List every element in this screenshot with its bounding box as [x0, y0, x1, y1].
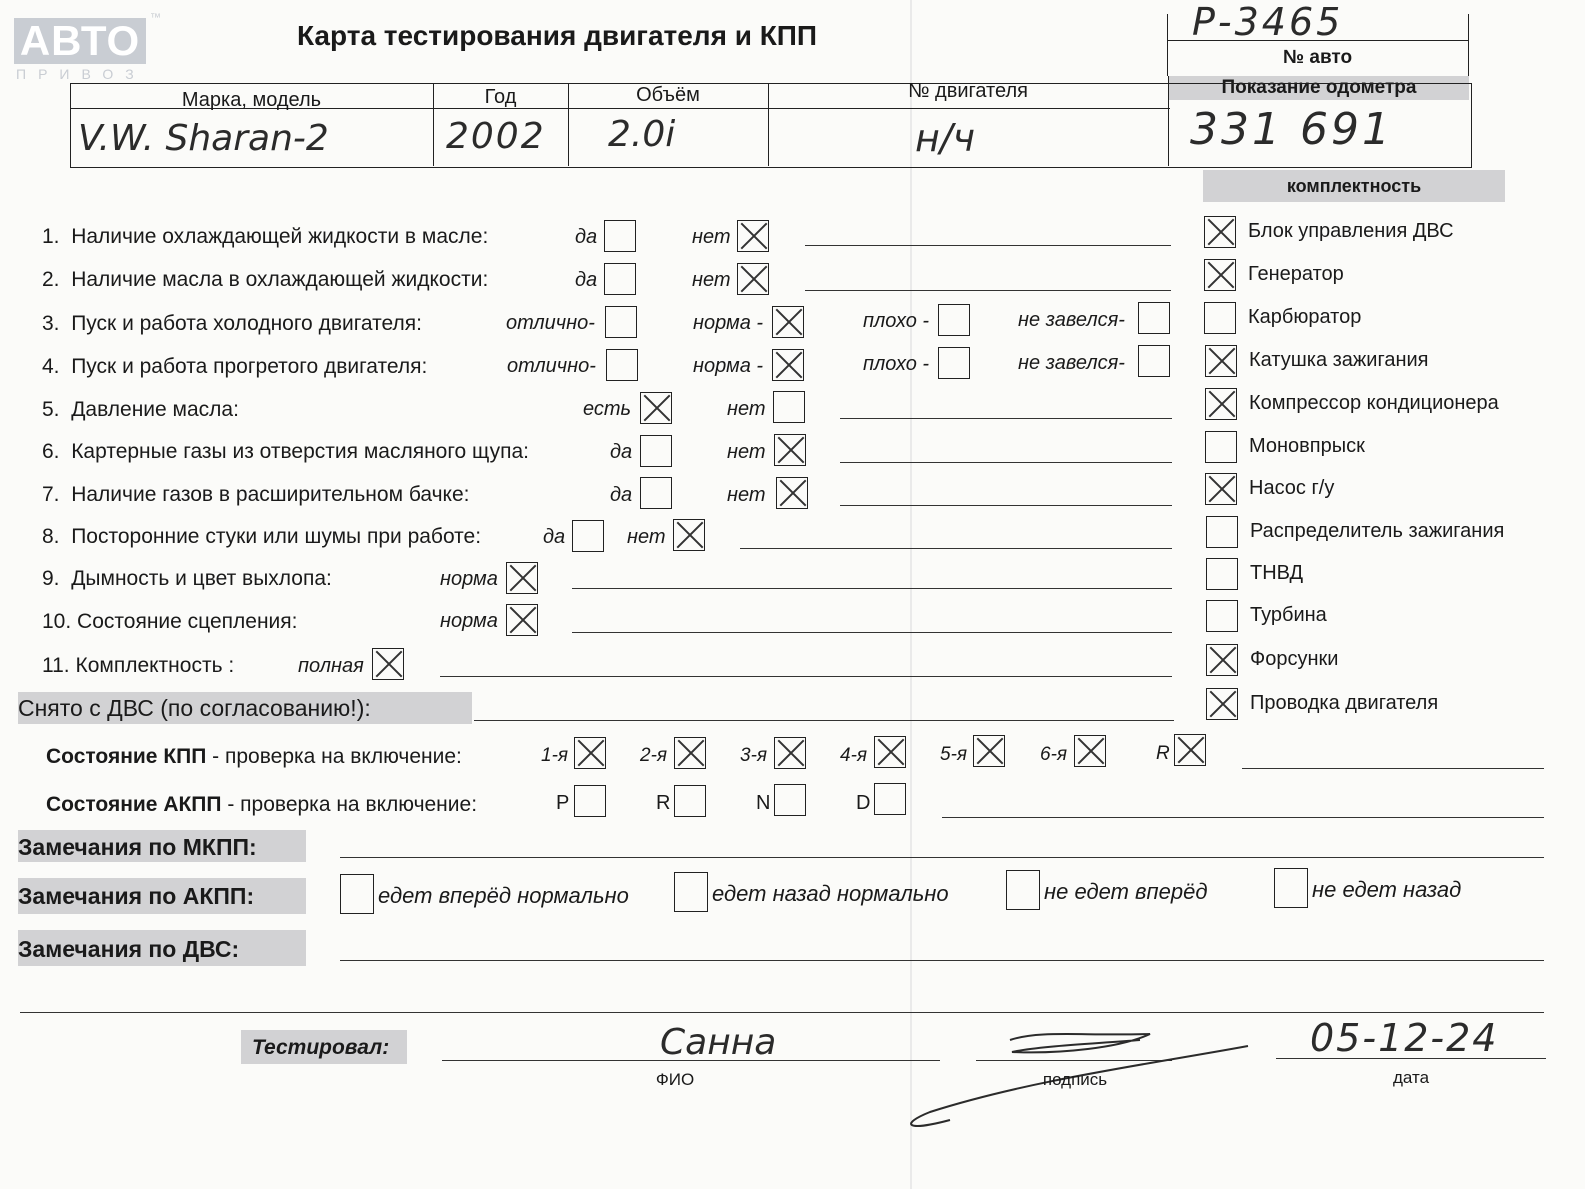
- remarks-akpp-label: Замечания по АКПП:: [18, 883, 255, 909]
- check-4-option-bad-label: плохо -: [863, 353, 930, 375]
- akpp-reverse-ok-label: едет назад нормально: [712, 881, 949, 906]
- kpp-gear-4-label: 4-я: [840, 745, 868, 766]
- check-3-option-bad-label: плохо -: [863, 310, 930, 332]
- check-4-option-not-started-label: не завелся-: [1018, 352, 1125, 374]
- check-8-option-net-label: нет: [627, 526, 666, 548]
- akpp-label: Состояние АКПП - проверка на включение:: [46, 793, 478, 816]
- check-row-9: 9. Дымность и цвет выхлопа:: [42, 567, 332, 590]
- trademark-sign: ™: [150, 12, 161, 24]
- value-year: 2002: [446, 116, 546, 157]
- akpp-forward-ok-label: едет вперёд нормально: [378, 883, 629, 908]
- check-row-1: 1. Наличие охлаждающей жидкости в масле:: [42, 225, 489, 248]
- comp-mono-injection-label: Моновпрыск: [1249, 435, 1365, 457]
- akpp-p-label: P: [556, 792, 570, 814]
- kpp-gear-6-label: 6-я: [1040, 744, 1068, 765]
- page-title: Карта тестирования двигателя и КПП: [297, 20, 818, 51]
- comp-generator-label: Генератор: [1248, 263, 1344, 285]
- check-10-option-normal-label: норма: [440, 610, 498, 632]
- col-header-make-model: Марка, модель: [181, 89, 322, 111]
- check-8-option-da-label: да: [543, 526, 566, 548]
- col-header-volume: Объём: [636, 84, 700, 106]
- removed-from-engine-label: Снято с ДВС (по согласованию!):: [18, 695, 371, 721]
- check-row-5: 5. Давление масла:: [42, 398, 239, 421]
- check-5-option-yes-label: есть: [583, 398, 632, 420]
- check-3-option-not-started-label: не завелся-: [1018, 309, 1125, 331]
- kpp-gear-3-label: 3-я: [740, 745, 768, 766]
- brand-logo-subtitle: ПРИВОЗ: [16, 66, 146, 82]
- comp-ac-compressor-label: Компрессор кондиционера: [1249, 392, 1499, 414]
- akpp-no-reverse-label: не едет назад: [1312, 877, 1462, 902]
- check-row-4: 4. Пуск и работа прогретого двигателя:: [42, 355, 428, 378]
- date-line: [1276, 1058, 1546, 1059]
- kpp-gear-1-label: 1-я: [541, 745, 569, 766]
- check-6-option-da-label: да: [610, 441, 633, 463]
- check-11-option-full-label: полная: [298, 655, 364, 677]
- check-3-option-normal-label: норма -: [693, 312, 764, 334]
- check-7-option-da-label: да: [610, 484, 633, 506]
- comp-injectors-label: Форсунки: [1250, 648, 1339, 670]
- avto-number-value: Р-3465: [1192, 0, 1344, 44]
- check-9-option-normal-label: норма: [440, 568, 498, 590]
- col-header-engine-number: № двигателя: [908, 80, 1028, 102]
- comp-fuel-pump-label: ТНВД: [1250, 562, 1304, 584]
- check-4-option-normal-label: норма -: [693, 355, 764, 377]
- check-5-option-no-label: нет: [727, 398, 766, 420]
- date-value: 05-12-24: [1310, 1016, 1499, 1060]
- fio-caption: ФИО: [655, 1070, 695, 1089]
- check-row-11: 11. Комплектность :: [42, 654, 235, 677]
- odometer-label: Показание одометра: [1221, 77, 1417, 98]
- check-6-option-net-label: нет: [727, 441, 766, 463]
- date-caption: дата: [1392, 1068, 1430, 1087]
- check-row-6: 6. Картерные газы из отверстия масляного щупа:: [42, 440, 529, 463]
- comp-ecu-label: Блок управления ДВС: [1248, 220, 1454, 242]
- check-row-2: 2. Наличие масла в охлаждающей жидкости:: [42, 268, 489, 291]
- kpp-label: Состояние КПП - проверка на включение:: [46, 745, 462, 768]
- tested-by-label: Тестировал:: [252, 1036, 390, 1059]
- check-2-option-net-label: нет: [692, 269, 731, 291]
- check-7-option-net-label: нет: [727, 484, 766, 506]
- kpp-gear-2-label: 2-я: [640, 745, 668, 766]
- comp-distributor-label: Распределитель зажигания: [1250, 520, 1505, 542]
- akpp-n-label: N: [756, 792, 771, 814]
- avto-number-label: № авто: [1282, 47, 1353, 68]
- check-row-8: 8. Посторонние стуки или шумы при работе:: [42, 525, 482, 548]
- kpp-gear-r-label: R: [1156, 743, 1170, 764]
- comp-carburetor-label: Карбюратор: [1248, 306, 1362, 328]
- remarks-mkpp-label: Замечания по МКПП:: [18, 834, 257, 860]
- check-1-option-da-label: да: [575, 226, 598, 248]
- comp-ignition-coil-label: Катушка зажигания: [1249, 349, 1429, 371]
- comp-turbo-label: Турбина: [1250, 604, 1327, 626]
- completeness-title: комплектность: [1286, 176, 1422, 196]
- brand-logo: АВТО: [14, 18, 146, 64]
- check-1-option-net-label: нет: [692, 226, 731, 248]
- value-odometer: 331 691: [1190, 104, 1393, 155]
- akpp-d-label: D: [856, 792, 871, 814]
- check-row-10: 10. Состояние сцепления:: [42, 610, 298, 633]
- value-make-model: V.W. Sharan-2: [78, 118, 329, 159]
- akpp-no-forward-label: не едет вперёд: [1044, 879, 1208, 904]
- check-4-option-excellent-label: отлично-: [507, 355, 596, 377]
- col-header-year: Год: [484, 86, 517, 108]
- kpp-gear-5-label: 5-я: [940, 744, 968, 765]
- comp-wiring-label: Проводка двигателя: [1250, 692, 1439, 714]
- remarks-dvs-label: Замечания по ДВС:: [18, 936, 240, 962]
- check-3-option-excellent-label: отлично-: [506, 312, 595, 334]
- check-2-option-da-label: да: [575, 269, 598, 291]
- comp-ps-pump-label: Насос г/у: [1249, 477, 1335, 499]
- signature-caption: подпись: [1042, 1070, 1108, 1089]
- fio-value: Санна: [660, 1022, 777, 1063]
- value-engine-number: н/ч: [915, 116, 976, 160]
- check-row-3: 3. Пуск и работа холодного двигателя:: [42, 312, 422, 335]
- value-volume: 2.0i: [608, 114, 676, 155]
- akpp-r-label: R: [656, 792, 671, 814]
- check-row-7: 7. Наличие газов в расширительном бачке:: [42, 483, 470, 506]
